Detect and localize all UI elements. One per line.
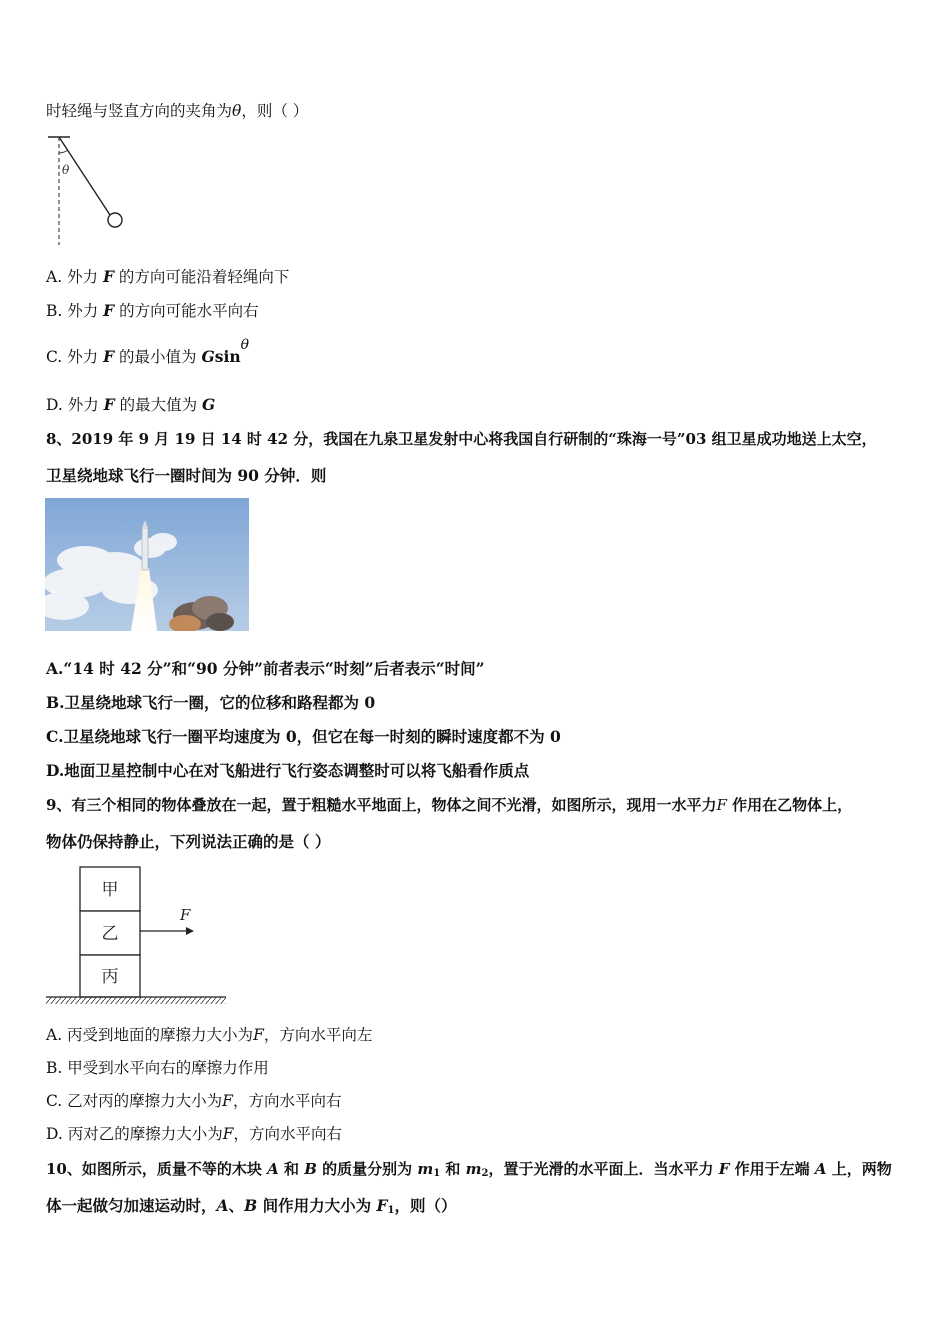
rocket-launch-photo [45,498,249,631]
q7-option-a: A. 外力 F 的方向可能沿着轻绳向下 [46,267,290,286]
q7-option-b: B. 外力 F 的方向可能水平向右 [46,301,259,320]
q10-stem-line1: 10、如图所示，质量不等的木块 A 和 B 的质量分别为 $m_1$ 和 $m_2$，置于光滑的水平面上．当水平力 F 作用于左端 A 上，两物 [46,1160,892,1179]
q9-option-b: B. 甲受到水平向右的摩擦力作用 [46,1059,269,1077]
pendulum-figure [40,130,140,250]
q9-option-d: D. 丙对乙的摩擦力大小为F，方向水平向右 [46,1125,343,1143]
label-jia: 甲 [101,880,119,900]
q8-stem-line1: 8、2019 年 9 月 19 日 14 时 42 分，我国在九泉卫星发射中心将我国自行研制的“珠海一号”03 组卫星成功地送上太空， [46,430,877,448]
q8-option-c: C.卫星绕地球飞行一圈平均速度为 0，但它在每一时刻的瞬时速度都不为 0 [46,727,561,746]
q8-option-b: B.卫星绕地球飞行一圈，它的位移和路程都为 0 [46,693,376,712]
q9-option-c: C. 乙对丙的摩擦力大小为F，方向水平向右 [46,1092,342,1110]
force-label: F [180,906,191,924]
q7-stem: 时轻绳与竖直方向的夹角为θ，则（ ） [46,102,309,120]
q9-option-a: A. 丙受到地面的摩擦力大小为F，方向水平向左 [46,1026,373,1044]
label-bing: 丙 [101,967,119,987]
theta-symbol: θ [232,102,242,120]
q9-stem-line2: 物体仍保持静止，下列说法正确的是（ ） [46,832,331,851]
ground-hatch [46,997,226,1004]
q8-stem-line2: 卫星绕地球飞行一圈时间为 90 分钟．则 [46,466,327,485]
label-yi: 乙 [101,924,119,944]
ball [108,213,122,227]
angle-arc [59,150,68,153]
stacked-blocks-figure [44,862,229,1007]
q7-option-c: C. 外力 F 的最小值为 Gsinθ [46,337,250,366]
q8-option-a: A.“14 时 42 分”和“90 分钟”前者表示“时刻”后者表示“时间” [46,659,485,678]
q7-option-d: D. 外力 F 的最大值为 G [46,395,216,414]
q9-stem-line1: 9、有三个相同的物体叠放在一起，置于粗糙水平地面上，物体之间不光滑，如图所示，现用一水平力F 作用在乙物体上， [46,796,853,814]
q8-option-d: D.地面卫星控制中心在对飞船进行飞行姿态调整时可以将飞船看作质点 [46,761,530,780]
q10-stem-line2: 体一起做匀加速运动时，A、B 间作用力大小为 $F_1$，则（） [46,1196,457,1216]
fig-theta-label: θ [62,163,70,177]
